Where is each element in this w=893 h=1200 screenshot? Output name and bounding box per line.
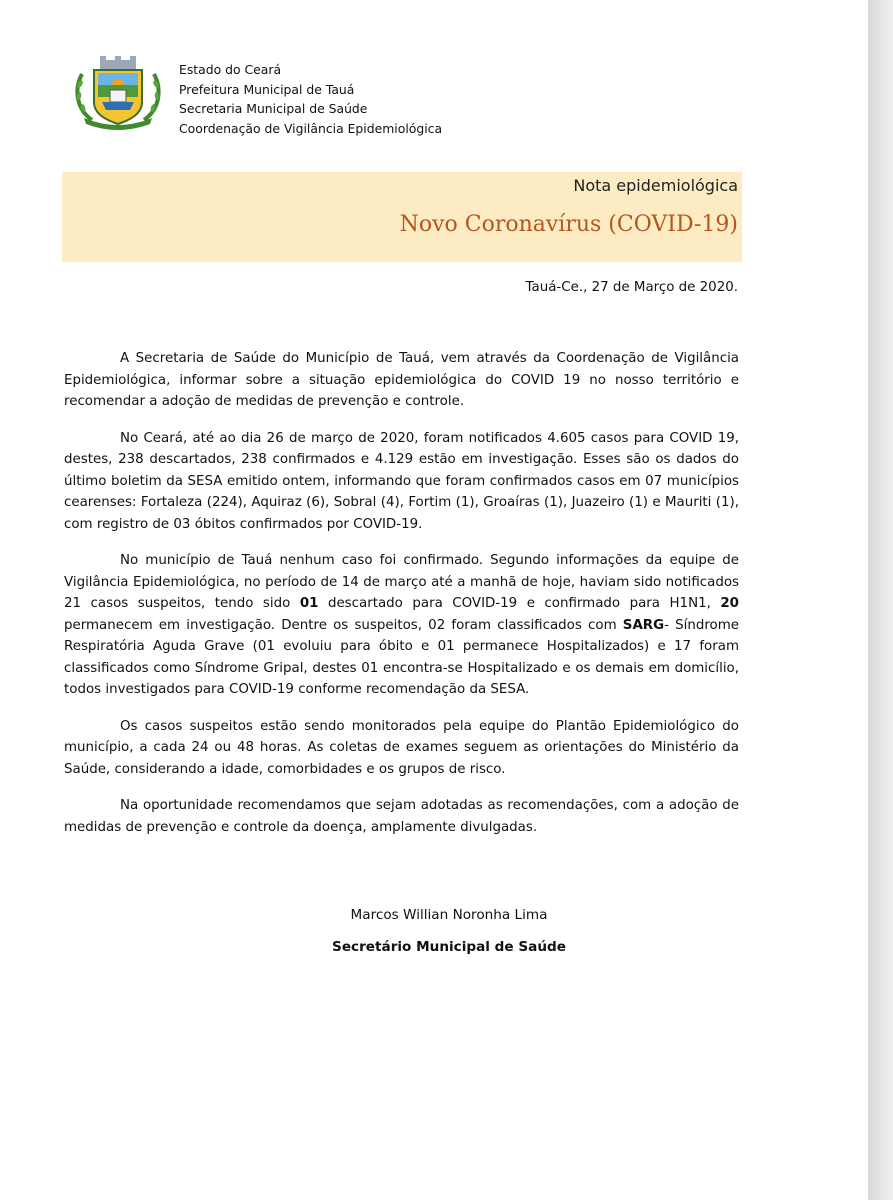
municipal-coat-of-arms-icon bbox=[72, 54, 164, 130]
document-date: Tauá-Ce., 27 de Março de 2020. bbox=[525, 280, 738, 295]
viewer-edge bbox=[868, 0, 893, 1200]
bold-investigation-count: 20 bbox=[720, 596, 739, 611]
paragraph-text: permanecem em investigação. Dentre os suspeitos, 02 foram classificados com bbox=[64, 617, 623, 633]
bold-sarg-label: SARG bbox=[622, 617, 665, 633]
header-line-secretariat: Secretaria Municipal de Saúde bbox=[179, 101, 368, 116]
signature-role: Secretário Municipal de Saúde bbox=[332, 939, 566, 955]
header-line-prefecture: Prefeitura Municipal de Tauá bbox=[179, 81, 355, 97]
signature-name: Marcos Willian Noronha Lima bbox=[350, 907, 548, 923]
document-body bbox=[64, 348, 739, 853]
paragraph-text: descartado para COVID-19 e confirmado para H1N1, bbox=[318, 596, 721, 611]
bold-discarded-count: 01 bbox=[299, 596, 319, 611]
paragraph-text: No município de Tauá nenhum caso foi confirmado. Segundo informações da equipe de Vigilância Epidemiológica, no período de 14 de março até a manhã de hoje, haviam sido notificados 21 casos suspeitos, tendo sido bbox=[64, 553, 739, 611]
header-line-state: Estado do Ceará bbox=[179, 62, 282, 77]
paragraph-intro: A Secretaria de Saúde do Município de Tauá, vem através da Coordenação de Vigilância Epidemiológica, informar sobre a situação epidemiológica do COVID 19 no nosso território e recomendar a adoção de medidas de prevenção e controle. bbox=[64, 351, 739, 409]
note-title: Novo Coronavírus (COVID-19) bbox=[399, 212, 738, 237]
note-label: Nota epidemiológica bbox=[573, 176, 738, 195]
paragraph-recommendation: Na oportunidade recomendamos que sejam adotadas as recomendações, com a adoção de medidas de prevenção e controle da doença, amplamente divulgadas. bbox=[64, 798, 739, 835]
institution-header bbox=[179, 60, 442, 138]
paragraph-monitoring: Os casos suspeitos estão sendo monitorados pela equipe do Plantão Epidemiológico do município, a cada 24 ou 48 horas. As coletas de exames seguem as orientações do Ministério da Saúde, considerando a idade, comorbidades e os grupos de risco. bbox=[64, 718, 739, 777]
title-banner bbox=[62, 172, 742, 262]
paragraph-municipal-situation bbox=[64, 550, 739, 701]
paragraph-text: - Síndrome Respiratória Aguda Grave (01 evoluiu para óbito e 01 permanece Hospitalizados) e 17 foram classificados como Síndrome Gripal, destes 01 encontra-se Hospitalizado e os demais em domicílio, todos investigados para COVID-19 conforme recomendação da SESA. bbox=[64, 617, 739, 697]
paragraph-state-situation: No Ceará, até ao dia 26 de março de 2020, foram notificados 4.605 casos para COVID 19, destes, 238 descartados, 238 confirmados e 4.129 estão em investigação. Esses são os dados do último boletim da SESA emitido ontem, informando que foram confirmados casos em 07 municípios cearenses: Fortaleza (224), Aquiraz (6), Sobral (4), Fortim (1), Groaíras (1), Juazeiro (1) e Mauriti (1), com registro de 03 óbitos confirmados por COVID-19. bbox=[64, 430, 739, 532]
header-line-coordination: Coordenação de Vigilância Epidemiológica bbox=[179, 120, 443, 136]
